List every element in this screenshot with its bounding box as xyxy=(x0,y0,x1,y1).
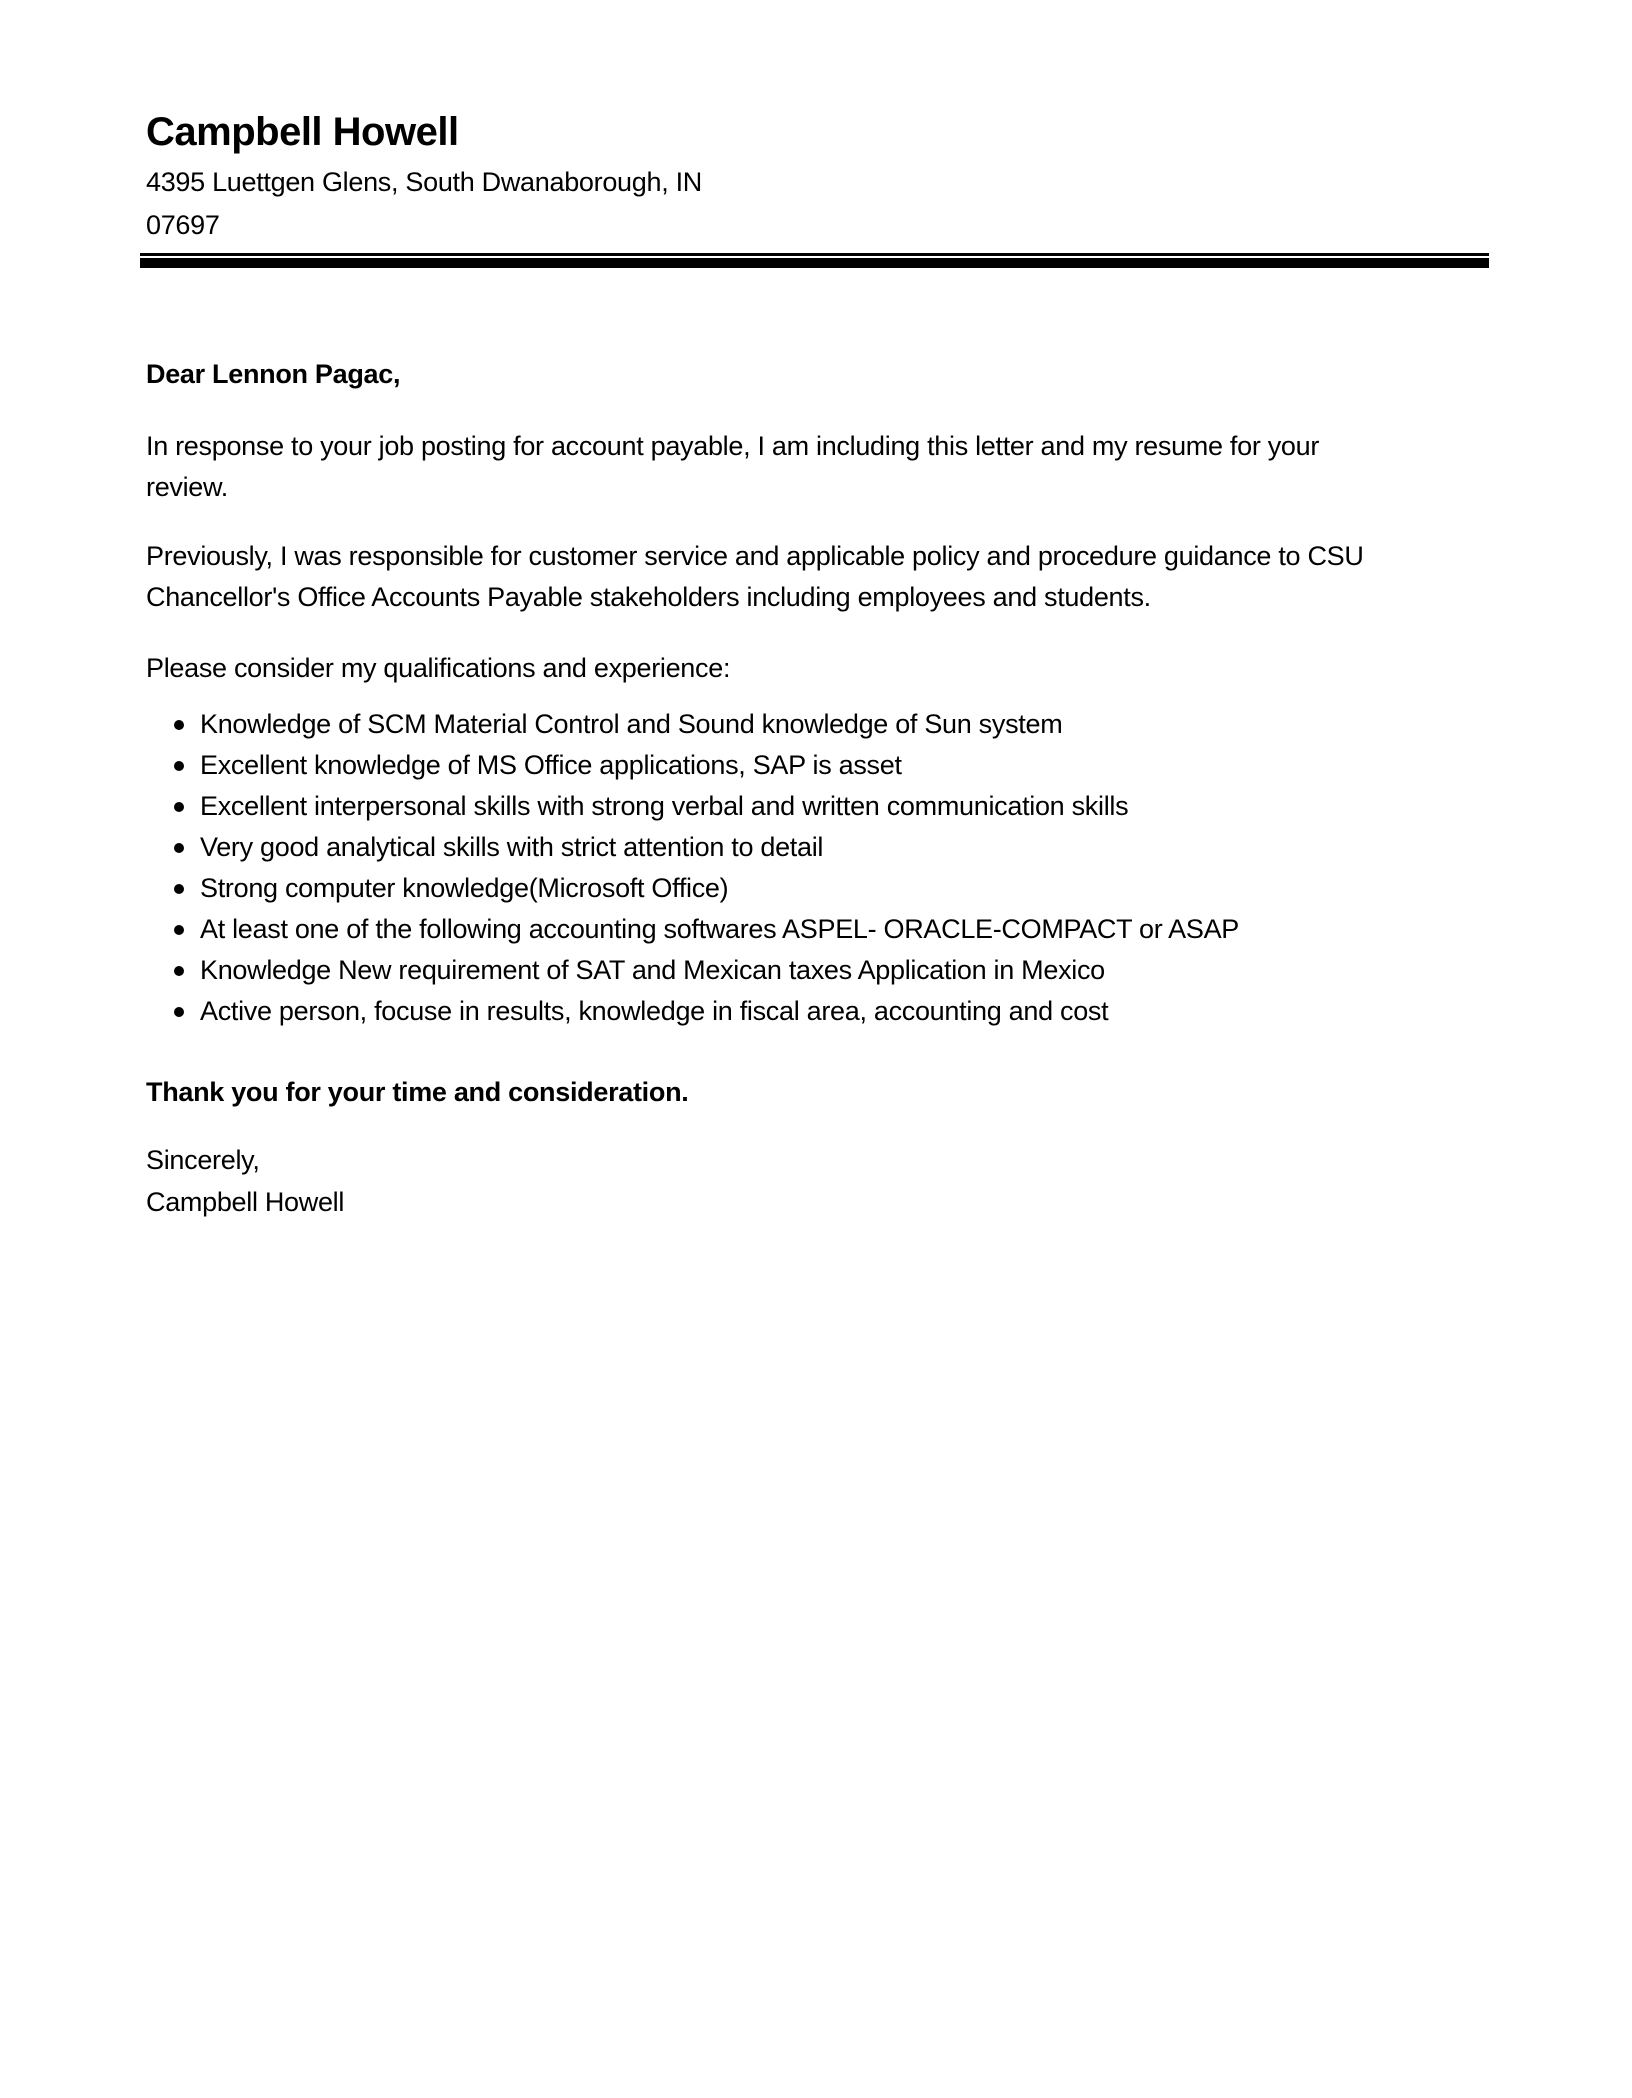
qualification-text: Knowledge of SCM Material Control and Sound knowledge of Sun system xyxy=(200,709,1063,739)
address-line-2: 07697 xyxy=(146,210,220,240)
qualifications-intro: Please consider my qualifications and experience: xyxy=(146,653,731,683)
sender-name: Campbell Howell xyxy=(146,110,459,154)
paragraph-experience-line-1: Previously, I was responsible for customer service and applicable policy and procedure guidance to CSU xyxy=(146,541,1364,571)
bullet-icon xyxy=(174,761,184,771)
qualification-item xyxy=(146,704,1489,745)
qualification-item xyxy=(146,868,1489,909)
bullet-icon xyxy=(174,802,184,812)
qualification-text: Excellent knowledge of MS Office applications, SAP is asset xyxy=(200,750,902,780)
qualification-item xyxy=(146,745,1489,786)
letter-header xyxy=(146,108,1489,268)
bullet-icon xyxy=(174,1007,184,1017)
paragraph-intro-line-1: In response to your job posting for account payable, I am including this letter and my resume for your xyxy=(146,431,1320,461)
bullet-icon xyxy=(174,966,184,976)
bullet-icon xyxy=(174,720,184,730)
bullet-icon xyxy=(174,925,184,935)
qualification-item xyxy=(146,827,1489,868)
sender-address xyxy=(146,161,1489,247)
bullet-icon xyxy=(174,884,184,894)
paragraph-intro-line-2: review. xyxy=(146,472,228,502)
paragraph-intro xyxy=(146,426,1489,508)
signoff: Sincerely, xyxy=(146,1145,260,1175)
header-divider xyxy=(140,253,1489,268)
signature-block xyxy=(146,1139,1489,1223)
qualification-text: Strong computer knowledge(Microsoft Office) xyxy=(200,873,729,903)
qualification-item xyxy=(146,991,1489,1032)
qualification-text: Very good analytical skills with strict attention to detail xyxy=(200,832,824,862)
salutation: Dear Lennon Pagac, xyxy=(146,359,401,389)
qualification-text: Knowledge New requirement of SAT and Mexican taxes Application in Mexico xyxy=(200,955,1105,985)
qualifications-list xyxy=(146,704,1489,1032)
signature-name: Campbell Howell xyxy=(146,1187,345,1217)
qualification-item xyxy=(146,786,1489,827)
qualification-item xyxy=(146,909,1489,950)
address-line-1: 4395 Luettgen Glens, South Dwanaborough, IN xyxy=(146,167,702,197)
qualification-text: At least one of the following accounting softwares ASPEL- ORACLE-COMPACT or ASAP xyxy=(200,914,1239,944)
letter-body xyxy=(146,354,1489,1223)
qualification-text: Excellent interpersonal skills with strong verbal and written communication skills xyxy=(200,791,1129,821)
qualification-text: Active person, focuse in results, knowledge in fiscal area, accounting and cost xyxy=(200,996,1109,1026)
paragraph-experience xyxy=(146,536,1489,618)
paragraph-experience-line-2: Chancellor's Office Accounts Payable stakeholders including employees and students. xyxy=(146,582,1151,612)
bullet-icon xyxy=(174,843,184,853)
closing-statement: Thank you for your time and consideration. xyxy=(146,1077,689,1107)
qualification-item xyxy=(146,950,1489,991)
